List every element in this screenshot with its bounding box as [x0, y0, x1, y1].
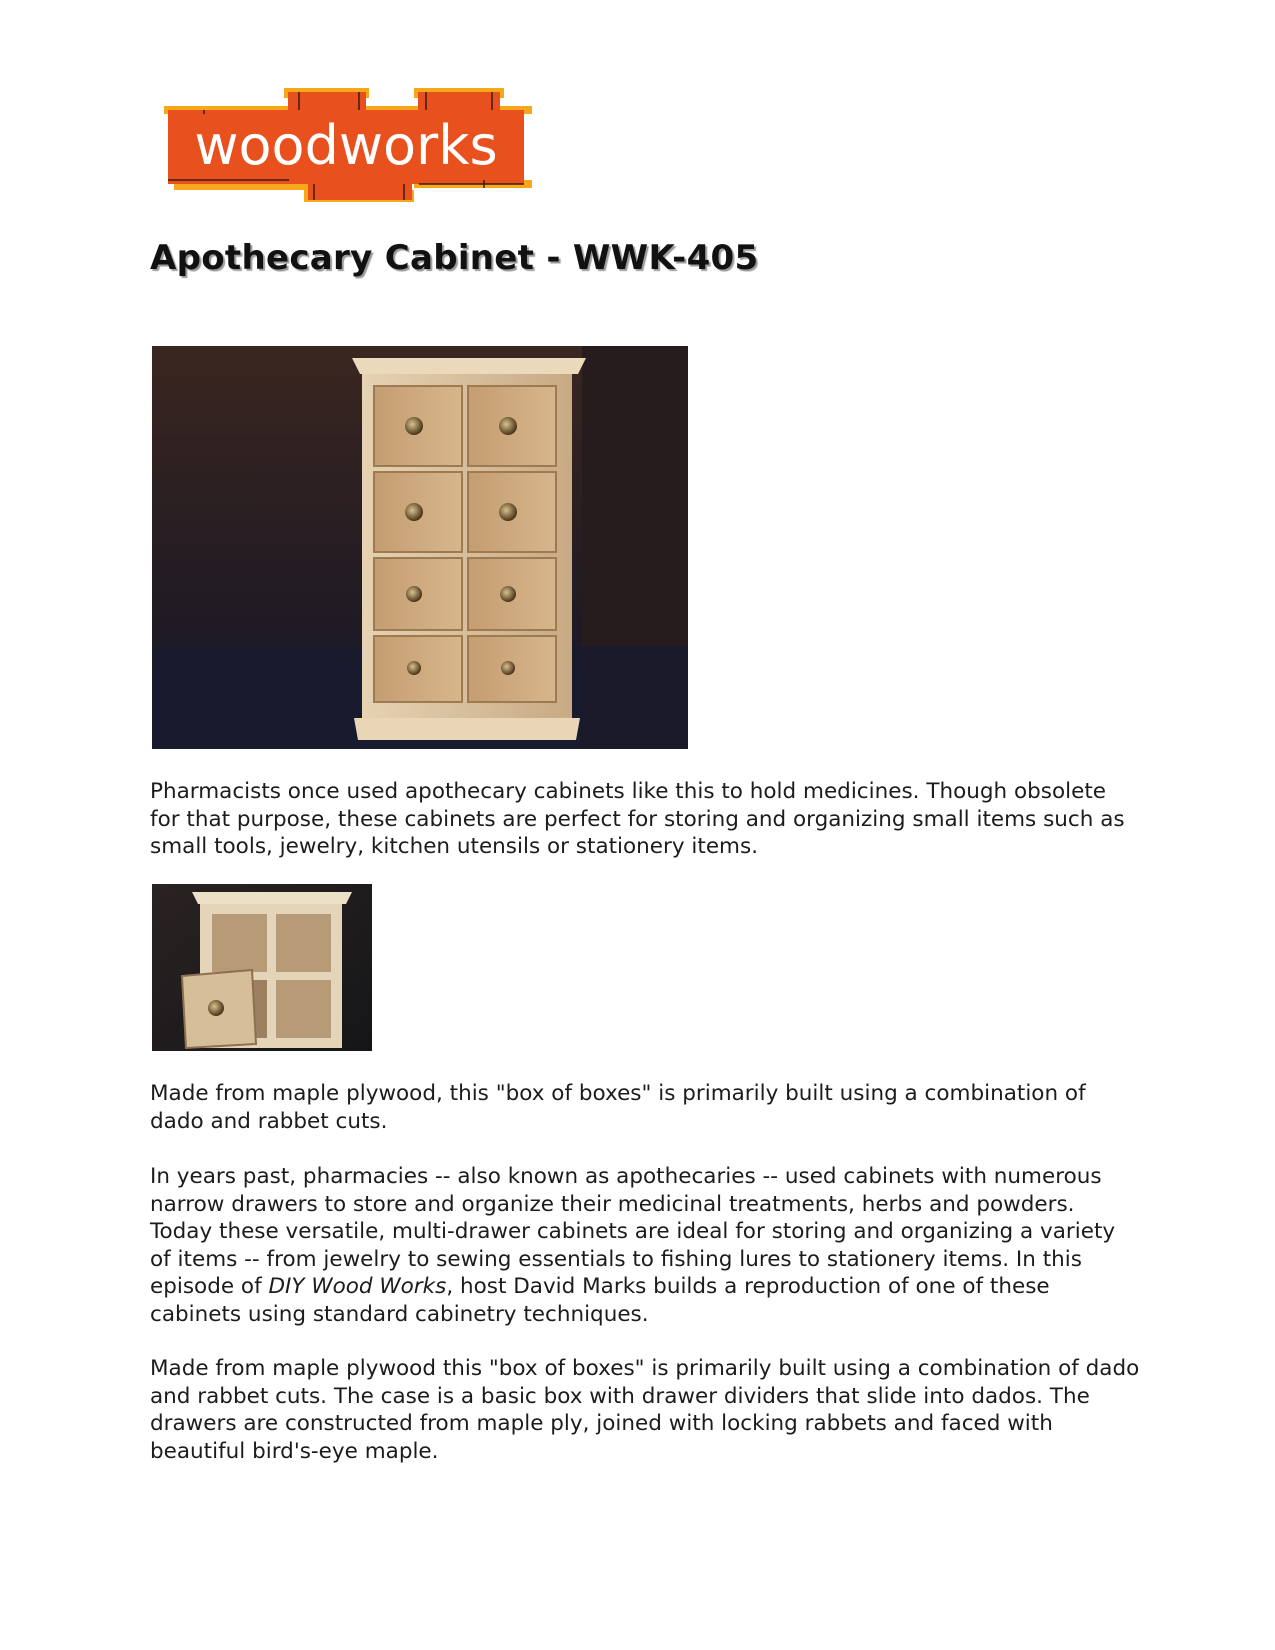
drawer-detail-photo [152, 884, 372, 1051]
history-paragraph [150, 1163, 1140, 1329]
history-text-start: In years past, pharmacies -- also known as apothecaries -- used cabinets with numerous narrow drawers to store and organize their medicinal treatments, herbs and powders. Today these versatile, multi-drawer cabinets are ideal for storing and organizing a variety of items -- from jewelry to sewing essentials to fishing lures to stationery items. In this episode of [150, 1164, 1116, 1300]
logo-wordmark: woodworks [194, 114, 498, 177]
page-title: Apothecary Cabinet - WWK-405 [150, 238, 759, 278]
history-text-end: , host David Marks builds a reproduction of one of these cabinets using standard cabinetry techniques. [150, 1274, 1050, 1327]
intro-paragraph: Pharmacists once used apothecary cabinets like this to hold medicines. Though obsolete for that purpose, these cabinets are perfect for storing and organizing small items such as small tools, jewelry, kitchen utensils or stationery items. [150, 779, 1125, 860]
cabinet-photo [152, 346, 688, 749]
details-paragraph: Made from maple plywood this "box of boxes" is primarily built using a combination of dado and rabbet cuts. The case is a basic box with drawer dividers that slide into dados. The drawers are constructed from maple ply, joined with locking rabbets and faced with beautiful bird's-eye maple. [150, 1356, 1140, 1464]
construction-paragraph: Made from maple plywood, this "box of boxes" is primarily built using a combination of dado and rabbet cuts. [150, 1081, 1086, 1134]
show-title: DIY Wood Works [268, 1274, 447, 1300]
woodworks-logo [164, 88, 532, 206]
